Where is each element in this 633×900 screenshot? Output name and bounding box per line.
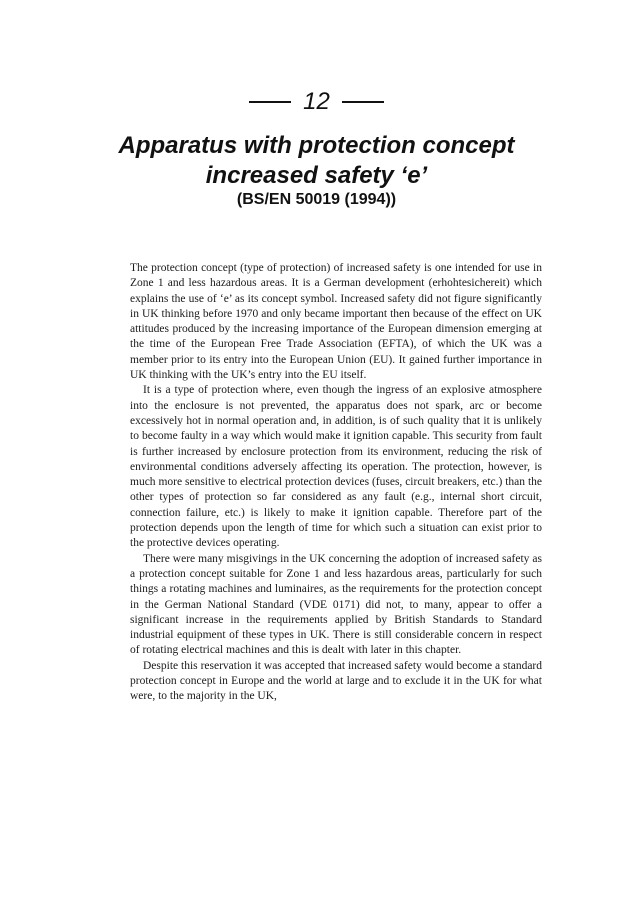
- standard-reference: (BS/EN 50019 (1994)): [236, 191, 397, 208]
- paragraph-3: There were many misgivings in the UK concerning the adoption of increased safety as a protection concept suitable for Zone 1 and less hazardous areas, particularly for such things a rotating machines and luminaires, as the requirements for the protection concept in the German National Standard (VDE 0171) did not, to many, appear to offer a significant increase in the requirements applied by British Standards to Standard industrial equipment of these types in UK. There is still considerable concern in respect of rotating electrical machines and this is dealt with later in this chapter.: [130, 552, 542, 657]
- paragraph-4: Despite this reservation it was accepted that increased safety would become a standard protection concept in Europe and the world at large and to exclude it in the UK for what were, to the majority in the UK,: [130, 659, 542, 703]
- chapter-title-line-2: increased safety ‘e’: [205, 162, 428, 189]
- paragraph-2: It is a type of protection where, even though the ingress of an explosive atmosphere into the enclosure is not prevented, the apparatus does not spark, arc or become excessively hot in normal operation and, in addition, is of such quality that it is unlikely to become faulty in a way which would make it ignition capable. This security from fault is further increased by enclosure protection from its environment, reducing the risk of environmental conditions adversely affecting its operation. The protection, however, is much more sensitive to electrical protection devices (fuses, circuit breakers, etc.) than the other types of protection so far considered as any fault (e.g., internal short circuit, connection failure, etc.) is likely to make it ignition capable. Therefore part of the protection depends upon the length of time for which such a situation can exist prior to the protective devices operating.: [130, 384, 542, 550]
- chapter-heading: [0, 88, 633, 116]
- chapter-number: 12: [303, 88, 330, 115]
- left-rule: [249, 101, 291, 103]
- body-text: [130, 261, 542, 705]
- chapter-title: [0, 131, 633, 191]
- right-rule: [342, 101, 384, 103]
- paragraph-1: The protection concept (type of protection) of increased safety is one intended for use in Zone 1 and less hazardous areas. It is a German development (erhohtesichereit) which explains the use of ‘e’ as its concept symbol. Increased safety did not figure significantly in UK thinking before 1970 and only became important then because of the effect on UK attitudes produced by the increasing importance of the European dimension emerging at the time of the European Free Trade Association (EFTA), of which the UK was a member prior to its entry into the European Union (EU). It gained further importance in UK thinking with the UK’s entry into the EU itself.: [130, 262, 542, 382]
- chapter-title-line-1: Apparatus with protection concept: [118, 132, 515, 159]
